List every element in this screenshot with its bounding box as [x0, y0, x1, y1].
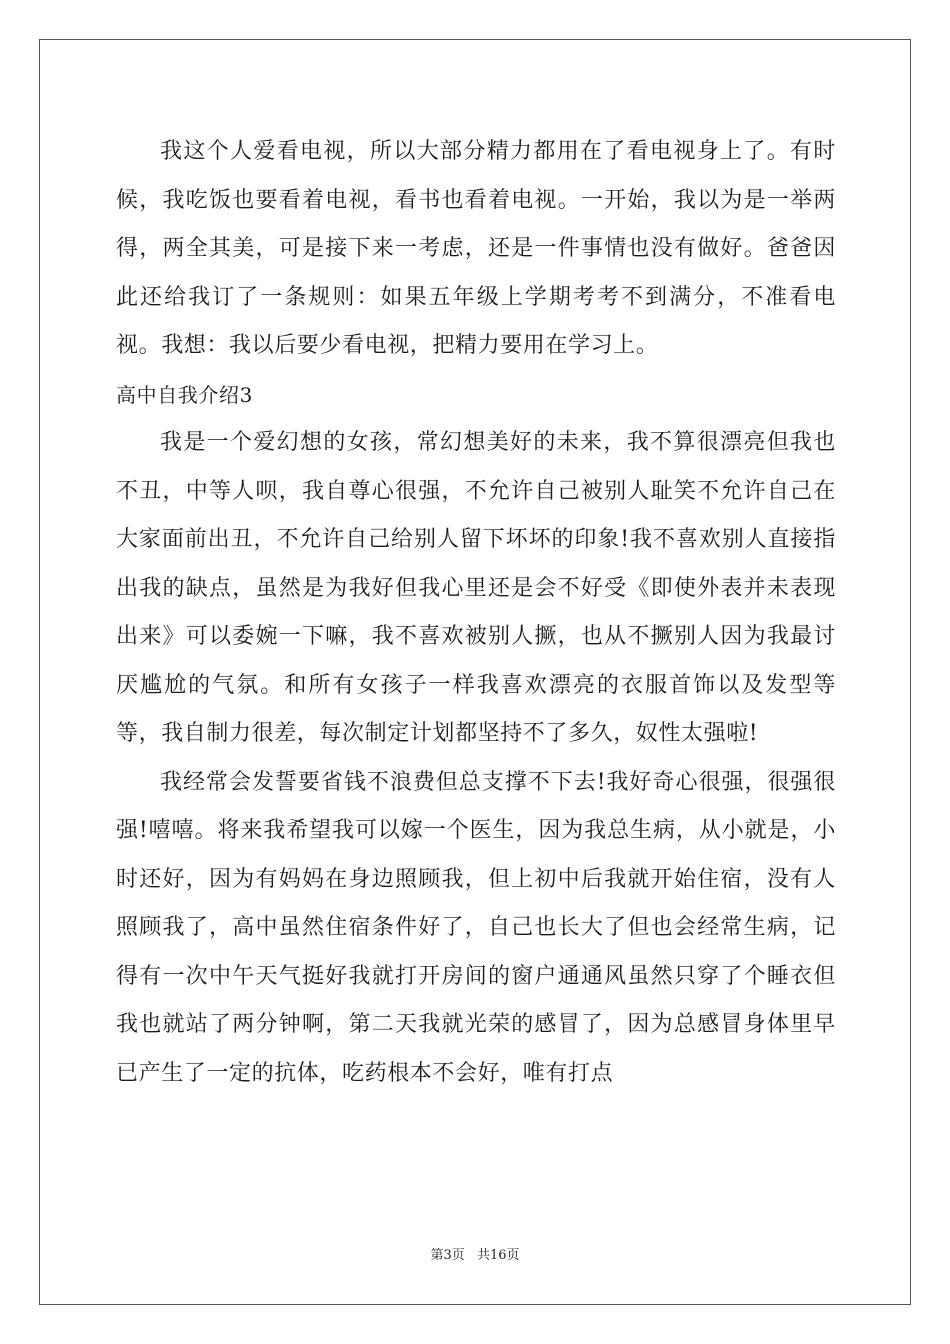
paragraph-health-story: 我经常会发誓要省钱不浪费但总支撑不下去!我好奇心很强，很强很强!嘻嘻。将来我希望我可以嫁一个医生，因为我总生病，从小就是，小时还好，因为有妈妈在身边照顾我，但上初中后我就开始住宿，没有人照顾我了，高中虽然住宿条件好了，自己也长大了但也会经常生病，记得有一次中午天气挺好我就打开房间的窗户通通风虽然只穿了个睡衣但我也就站了两分钟啊，第二天我就光荣的感冒了，因为总感冒身体里早已产生了一定的抗体，吃药根本不会好，唯有打点: [116, 769, 836, 1086]
paragraph-self-description: 我是一个爱幻想的女孩，常幻想美好的未来，我不算很漂亮但我也不丑，中等人呗，我自尊心很强，不允许自己被别人耻笑不允许自己在大家面前出丑，不允许自己给别人留下坏坏的印象!我不喜欢别人直接指出我的缺点，虽然是为我好但我心里还是会不好受《即使外表并未表现出来》可以委婉一下嘛，我不喜欢被别人撅，也从不撅别人因为我最讨厌尴尬的气氛。和所有女孩子一样我喜欢漂亮的衣服首饰以及发型等等，我自制力很差，每次制定计划都坚持不了多久，奴性太强啦!: [116, 430, 836, 746]
section-heading: 高中自我介绍3: [116, 382, 253, 407]
current-page-number: 第3页: [430, 1248, 465, 1263]
page-footer: [0, 1244, 950, 1263]
document-body: [116, 128, 836, 1098]
total-page-count: 共16页: [476, 1248, 520, 1263]
paragraph-tv-habit: 我这个人爱看电视，所以大部分精力都用在了看电视身上了。有时候，我吃饭也要看着电视，看书也看着电视。一开始，我以为是一举两得，两全其美，可是接下来一考虑，还是一件事情也没有做好。爸爸因此还给我订了一条规则：如果五年级上学期考考不到满分，不准看电视。我想：我以后要少看电视，把精力要用在学习上。: [116, 139, 836, 358]
